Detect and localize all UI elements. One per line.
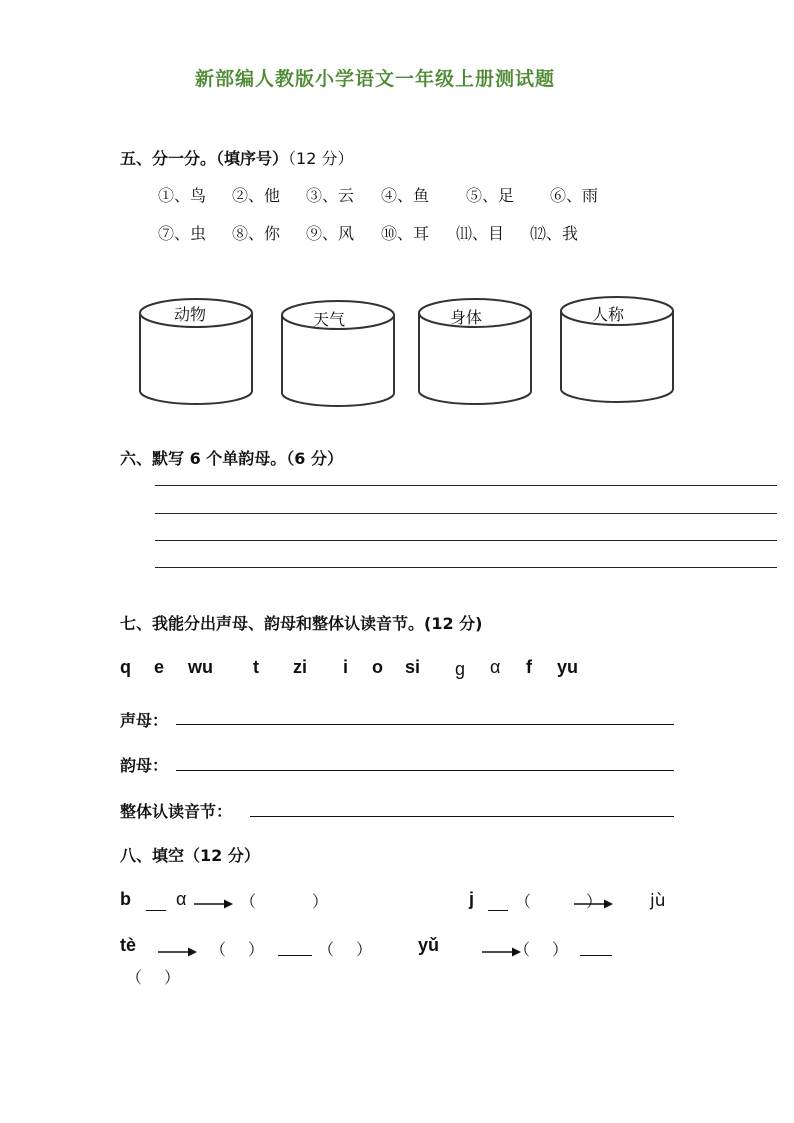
row2-yu: yǔ [418, 935, 440, 955]
letter-g: g [455, 659, 466, 679]
answer-line-shengmu[interactable] [176, 724, 674, 725]
section-5-heading [120, 146, 353, 169]
row1-paren-open-2: （ [515, 892, 532, 911]
item-2: ②、他 [232, 186, 281, 205]
letter-q: q [120, 657, 131, 677]
letter-yu: yu [557, 657, 579, 677]
letter-wu: wu [188, 657, 213, 677]
item-1: ①、鸟 [158, 186, 207, 205]
answer-line-yunmu[interactable] [176, 770, 674, 771]
row2-paren-open-2: （ [318, 940, 335, 959]
section-6-heading: 六、默写 6 个单韵母。（6 分） [120, 449, 343, 468]
letter-t: t [253, 657, 259, 677]
label-shengmu: 声母： [120, 711, 169, 730]
letter-si: si [405, 657, 421, 677]
arrow-icon [158, 946, 198, 958]
letter-i: i [343, 657, 349, 677]
row3-paren-open: （ [126, 968, 143, 987]
writing-line-3[interactable] [155, 540, 777, 541]
item-8: ⑧、你 [232, 224, 281, 243]
section-8-heading: 八、填空（12 分） [120, 846, 260, 865]
row2-paren-open-1: （ [210, 940, 227, 959]
row2-paren-open-3: （ [514, 940, 531, 959]
arrow-icon [194, 898, 234, 910]
writing-line-1[interactable] [155, 485, 777, 486]
bucket-label-weather: 天气 [313, 310, 346, 329]
bucket-label-person: 人称 [592, 305, 625, 324]
letter-f: f [526, 657, 532, 677]
item-6: ⑥、雨 [550, 186, 599, 205]
item-11: ⑾、目 [456, 224, 505, 243]
letter-o: o [372, 657, 383, 677]
label-zhengti: 整体认读音节： [120, 802, 233, 821]
row1-paren-close: ） [312, 892, 329, 911]
writing-line-4[interactable] [155, 567, 777, 568]
row2-blank-2[interactable] [580, 955, 612, 956]
item-10: ⑩、耳 [381, 224, 430, 243]
item-12: ⑿、我 [530, 224, 579, 243]
item-5: ⑤、足 [466, 186, 515, 205]
section-7-heading: 七、我能分出声母、韵母和整体认读音节。(12 分) [120, 614, 483, 633]
item-9: ⑨、风 [306, 224, 355, 243]
item-4: ④、鱼 [381, 186, 430, 205]
row2-paren-close-1: ） [248, 940, 265, 959]
letter-e: e [154, 657, 165, 677]
row1-alpha: α [176, 889, 187, 909]
row3-paren-close: ） [164, 968, 181, 987]
bucket-label-animals: 动物 [174, 305, 207, 324]
writing-line-2[interactable] [155, 513, 777, 514]
row2-blank-1[interactable] [278, 955, 312, 956]
row1-paren-close-2: ） [586, 892, 603, 911]
row1-b: b [120, 889, 131, 909]
row1-j: j [469, 889, 475, 909]
row1-ju: jù [650, 891, 666, 911]
row1-paren-open: （ [240, 892, 257, 911]
letter-zi: zi [293, 657, 308, 677]
row2-te: tè [120, 935, 137, 955]
item-7: ⑦、虫 [158, 224, 207, 243]
page-title: 新部编人教版小学语文一年级上册测试题 [194, 68, 555, 90]
label-yunmu: 韵母： [120, 756, 169, 775]
bucket-label-body: 身体 [450, 308, 483, 327]
section-5-points: （12 分） [288, 149, 354, 168]
row1-blank-2[interactable] [488, 910, 508, 911]
section-5-title: 五、分一分。（填序号） [120, 149, 289, 168]
row1-blank-1[interactable] [146, 910, 166, 911]
item-3: ③、云 [306, 186, 355, 205]
row2-paren-close-3: ） [552, 940, 569, 959]
letter-alpha: α [490, 657, 501, 677]
answer-line-zhengti[interactable] [250, 816, 674, 817]
row2-paren-close-2: ） [356, 940, 373, 959]
